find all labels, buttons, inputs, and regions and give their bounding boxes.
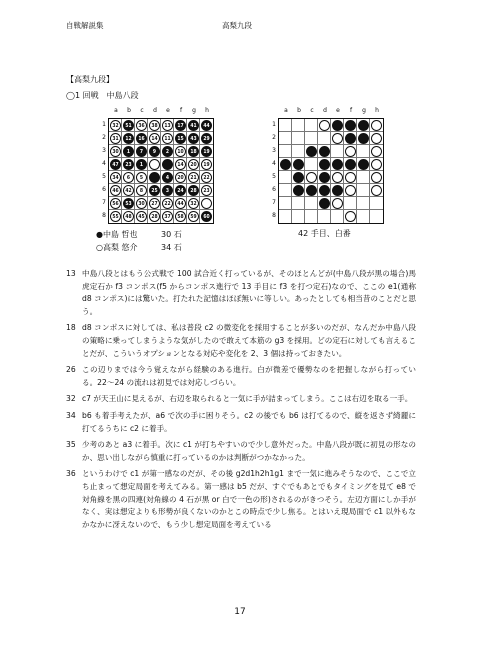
board-square: [279, 210, 292, 223]
board-square: [331, 197, 344, 210]
board-square: [187, 119, 200, 132]
file-label: d: [153, 107, 157, 114]
white-disc: [201, 198, 212, 209]
board-square: [174, 132, 187, 145]
board-square: [122, 132, 135, 145]
board-grid: [108, 118, 214, 224]
board-square: [357, 158, 370, 171]
board-square: [122, 184, 135, 197]
black-disc: 2: [162, 146, 173, 157]
white-disc: [371, 172, 382, 183]
file-label: g: [192, 107, 196, 114]
board-square: [357, 132, 370, 145]
white-disc: [371, 133, 382, 144]
running-header-left: 自戦解説集: [66, 21, 104, 30]
move-number: 26: [66, 365, 76, 375]
board-square: [292, 132, 305, 145]
board-square: [161, 145, 174, 158]
board-square: [305, 158, 318, 171]
board-square: [331, 158, 344, 171]
board-square: [292, 119, 305, 132]
white-disc: 46: [110, 185, 121, 196]
board-square: [148, 119, 161, 132]
file-label: d: [323, 107, 327, 114]
move-number: 13: [66, 269, 76, 278]
white-disc: [332, 198, 343, 209]
board-square: [148, 132, 161, 145]
rank-label: 6: [272, 186, 276, 193]
white-disc: 45: [136, 211, 147, 222]
black-disc: [319, 185, 330, 196]
white-disc: 56: [110, 198, 121, 209]
white-disc: 34: [110, 172, 121, 183]
white-disc: 38: [149, 120, 160, 131]
board-square: [187, 210, 200, 223]
board-square: [187, 171, 200, 184]
board-square: [135, 119, 148, 132]
rank-label: 8: [102, 212, 106, 219]
board-square: [370, 145, 383, 158]
comment-text: d8 コンポスに対しては、私は普段 c2 の微変化を採用することが多いのだが、なんだか中島八段の策略に乗ってしまうような気がしたので敢えて本筋の g3 を採用。どの定石に対しても言えることだが、こういうオプションとなる対応や変化を 2、3 個は持っておきたい。: [82, 323, 416, 358]
board-square: [331, 210, 344, 223]
black-disc: [319, 159, 330, 170]
rank-label: 3: [102, 147, 106, 154]
board-square: [292, 210, 305, 223]
white-disc: [149, 159, 160, 170]
black-disc: [332, 120, 343, 131]
board-square: [305, 197, 318, 210]
board-square: [357, 210, 370, 223]
file-label: a: [114, 107, 118, 114]
player-mark: ○: [96, 243, 103, 252]
board-square: [370, 184, 383, 197]
white-disc: 20: [175, 172, 186, 183]
board-square: [279, 132, 292, 145]
black-disc: 60: [201, 211, 212, 222]
black-disc: [319, 198, 330, 209]
board-square: [161, 132, 174, 145]
board-square: [135, 184, 148, 197]
rank-label: 6: [102, 186, 106, 193]
rank-label: 2: [102, 134, 106, 141]
white-disc: [306, 172, 317, 183]
file-label: c: [310, 107, 314, 114]
board-square: [370, 119, 383, 132]
board-square: [135, 210, 148, 223]
comment-text: 中島八段とはもう公式戦で 100 試合近く打っているが、そのほとんどが(中島八段が黒の場合)馬虎定石か f3 コンポス(f5 からコンポス進行で 13 手目に f3 を打つ定石)なので、ここの e1(通称 d8 コンポス)には驚いた。打たれた記憶はほぼ無いに等しい。あったとしても相当昔のことだと思う。: [82, 269, 416, 316]
white-disc: 10: [175, 146, 186, 157]
white-disc: 48: [123, 211, 134, 222]
comment-item: [66, 364, 416, 389]
black-disc: [293, 159, 304, 170]
move-number: 32: [66, 394, 76, 404]
file-label: a: [284, 107, 288, 114]
board-square: [109, 184, 122, 197]
black-disc: [293, 172, 304, 183]
move-number: 36: [66, 469, 76, 479]
board-square: [200, 184, 213, 197]
white-disc: [345, 211, 356, 222]
rank-label: 4: [272, 160, 276, 167]
board-square: [344, 197, 357, 210]
board-square: [174, 210, 187, 223]
black-disc: [358, 133, 369, 144]
black-disc: 15: [175, 133, 186, 144]
black-disc: 7: [136, 146, 147, 157]
board-square: [187, 158, 200, 171]
file-label: g: [362, 107, 366, 114]
white-disc: [345, 172, 356, 183]
board-square: [357, 171, 370, 184]
rank-label: 7: [102, 199, 106, 206]
rank-label: 1: [272, 121, 276, 128]
file-label: e: [166, 107, 170, 114]
board-square: [148, 171, 161, 184]
board-square: [370, 132, 383, 145]
board-square: [109, 145, 122, 158]
board-square: [318, 145, 331, 158]
black-disc: 18: [188, 146, 199, 157]
comment-text: c7 が天王山に見えるが、右辺を取られると一気に手が詰まってしまう。ここは右辺を取る一手。: [82, 394, 413, 404]
white-disc: 14: [149, 133, 160, 144]
white-disc: 8: [136, 185, 147, 196]
board-square: [370, 210, 383, 223]
white-disc: 55: [110, 211, 121, 222]
board-square: [292, 158, 305, 171]
board-square: [161, 210, 174, 223]
rank-label: 4: [102, 160, 106, 167]
white-disc: 27: [149, 198, 160, 209]
board-square: [318, 197, 331, 210]
board-square: [135, 171, 148, 184]
black-disc: 23: [123, 159, 134, 170]
board-square: [292, 184, 305, 197]
black-disc: 1: [123, 146, 134, 157]
board-square: [331, 171, 344, 184]
board-square: [318, 132, 331, 145]
board-square: [148, 158, 161, 171]
board-square: [305, 184, 318, 197]
board-square: [279, 171, 292, 184]
board-square: [200, 132, 213, 145]
black-disc: 19: [201, 146, 212, 157]
board-square: [122, 119, 135, 132]
board-square: [148, 145, 161, 158]
file-label: e: [336, 107, 340, 114]
comment-text: 少考のあと a3 に着手。次に c1 が打ちやすいので少し意外だった。中島八段が既に初見の形なのか、思い出しながら慎重に打っているのかは判断がつかなかった。: [82, 440, 416, 462]
board-square: [318, 158, 331, 171]
board-square: [109, 158, 122, 171]
section-title: 【高梨九段】: [66, 75, 114, 84]
board-square: [122, 145, 135, 158]
player-score: 30 石: [160, 230, 182, 239]
comment-item: [66, 410, 416, 435]
comment-item: [66, 393, 416, 406]
white-disc: 21: [188, 172, 199, 183]
black-disc: [345, 133, 356, 144]
white-disc: 5: [136, 172, 147, 183]
board-square: [161, 197, 174, 210]
board-square: [174, 197, 187, 210]
board-square: [187, 132, 200, 145]
board-square: [279, 145, 292, 158]
board-square: [318, 119, 331, 132]
black-disc: [306, 185, 317, 196]
page-number: 17: [234, 607, 246, 617]
board-square: [187, 145, 200, 158]
white-disc: [345, 146, 356, 157]
black-disc: [332, 159, 343, 170]
board-square: [200, 197, 213, 210]
board-square: [200, 210, 213, 223]
board-square: [200, 145, 213, 158]
white-disc: 32: [188, 198, 199, 209]
board-square: [122, 171, 135, 184]
game-title: ◯1 回戦 中島八段: [66, 91, 139, 100]
board-square: [109, 119, 122, 132]
black-disc: [149, 172, 160, 183]
board-square: [187, 197, 200, 210]
black-disc: [162, 159, 173, 170]
file-label: f: [349, 107, 353, 114]
board-square: [292, 197, 305, 210]
move-number: 18: [66, 323, 76, 333]
board-square: [122, 197, 135, 210]
rank-label: 8: [272, 212, 276, 219]
comment-item: [66, 468, 416, 531]
board-square: [174, 145, 187, 158]
white-disc: [371, 120, 382, 131]
player-score: 34 石: [160, 243, 182, 252]
board-square: [161, 158, 174, 171]
white-disc: 19: [201, 159, 212, 170]
black-disc: 51: [123, 120, 134, 131]
board-square: [331, 145, 344, 158]
rank-label: 5: [272, 173, 276, 180]
board-square: [305, 145, 318, 158]
white-disc: 31: [110, 133, 121, 144]
white-disc: [371, 159, 382, 170]
board-square: [344, 210, 357, 223]
board-square: [318, 210, 331, 223]
board-square: [109, 210, 122, 223]
black-disc: 17: [175, 120, 186, 131]
board-square: [344, 132, 357, 145]
rank-label: 1: [102, 121, 106, 128]
black-disc: 47: [110, 159, 121, 170]
file-label: f: [179, 107, 183, 114]
board-square: [318, 184, 331, 197]
black-disc: 12: [123, 133, 134, 144]
white-disc: [371, 185, 382, 196]
board-square: [344, 145, 357, 158]
board-square: [292, 145, 305, 158]
file-label: b: [127, 107, 131, 114]
black-disc: [358, 159, 369, 170]
board-square: [279, 184, 292, 197]
diagram-caption: 42 手目、白番: [298, 229, 351, 238]
rank-label: 7: [272, 199, 276, 206]
board-square: [344, 158, 357, 171]
black-disc: 41: [188, 120, 199, 131]
black-disc: 9: [149, 146, 160, 157]
comment-text: この辺りまでは今う覚えながら経験のある進行。白が微差で優勢なのを把握しながら打っている。22～24 の流れは初見では対応しづらい。: [82, 365, 416, 387]
white-disc: [332, 172, 343, 183]
board-square: [279, 158, 292, 171]
white-disc: [371, 146, 382, 157]
white-disc: 22: [201, 172, 212, 183]
board-square: [357, 197, 370, 210]
board-square: [370, 158, 383, 171]
board-square: [331, 119, 344, 132]
black-disc: 3: [162, 185, 173, 196]
board-square: [174, 119, 187, 132]
board-square: [370, 171, 383, 184]
board-square: [174, 184, 187, 197]
player-black: [96, 228, 182, 241]
board-grid: [278, 118, 384, 224]
board-square: [279, 119, 292, 132]
black-disc: 43: [188, 133, 199, 144]
board-square: [357, 184, 370, 197]
black-disc: [319, 172, 330, 183]
board-square: [135, 197, 148, 210]
white-disc: 30: [110, 146, 121, 157]
player-name: 中島 哲也: [102, 230, 138, 239]
rank-label: 3: [272, 147, 276, 154]
board-square: [148, 184, 161, 197]
comment-item: [66, 322, 416, 360]
white-disc: 22: [162, 198, 173, 209]
white-disc: 14: [175, 159, 186, 170]
board-square: [187, 184, 200, 197]
board-square: [109, 132, 122, 145]
player-mark: ●: [96, 230, 103, 239]
white-disc: 28: [149, 211, 160, 222]
player-name: 高梨 悠介: [102, 243, 138, 252]
white-disc: 32: [110, 120, 121, 131]
white-disc: 42: [123, 185, 134, 196]
board-square: [109, 197, 122, 210]
white-disc: 30: [136, 198, 147, 209]
white-disc: [319, 120, 330, 131]
black-disc: [280, 159, 291, 170]
player-list: [96, 228, 182, 254]
board-square: [344, 184, 357, 197]
white-disc: 6: [123, 172, 134, 183]
comment-item: [66, 439, 416, 464]
board-square: [135, 145, 148, 158]
black-disc: 4: [162, 172, 173, 183]
board-square: [344, 119, 357, 132]
board-square: [161, 171, 174, 184]
board-square: [161, 184, 174, 197]
white-disc: 58: [175, 211, 186, 222]
file-label: h: [375, 107, 379, 114]
board-square: [331, 184, 344, 197]
board-square: [161, 119, 174, 132]
black-disc: 29: [201, 133, 212, 144]
board-square: [305, 132, 318, 145]
board-square: [305, 210, 318, 223]
comment-text: というわけで c1 が第一感なのだが、その後 g2d1h2h1g1 まで一気に進みそうなので、ここで立ち止まって想定局面を考えてみる。第一感は b5 だが、すぐでもあとでもタイミングを見て e8 で対角線を黒の四連(対角線の 4 石が黒 or 白で一色の形)されるのがきつそう。左辺方面にしか手がなく、実は想定よりも形勢が良くないのかとこの時点で少し焦る。とはいえ現局面で c1 以外もなかなかに冴えないので、もう少し想定局面を考えている: [82, 469, 416, 529]
board-square: [174, 171, 187, 184]
rank-label: 2: [272, 134, 276, 141]
board-square: [200, 119, 213, 132]
black-disc: 44: [201, 120, 212, 131]
board-square: [109, 171, 122, 184]
board-square: [148, 210, 161, 223]
black-disc: [345, 120, 356, 131]
black-disc: [358, 120, 369, 131]
black-disc: [319, 146, 330, 157]
white-disc: 37: [162, 211, 173, 222]
commentary: [66, 268, 416, 535]
board-square: [357, 119, 370, 132]
file-label: c: [140, 107, 144, 114]
board-square: [122, 158, 135, 171]
black-disc: [293, 185, 304, 196]
white-disc: 20: [188, 159, 199, 170]
white-disc: 23: [201, 185, 212, 196]
black-disc: 25: [149, 185, 160, 196]
black-disc: 28: [188, 185, 199, 196]
white-disc: 59: [188, 211, 199, 222]
board-square: [305, 119, 318, 132]
comment-text: b6 も着手考えたが、a6 で次の手に困りそう。c2 の後でも b6 は打てるので、縦を返さず綺麗に打てるうちに c2 に着手。: [82, 410, 416, 433]
board-square: [357, 145, 370, 158]
white-disc: 44: [175, 198, 186, 209]
black-disc: 16: [136, 133, 147, 144]
move-number: 34: [66, 410, 76, 420]
white-disc: 11: [162, 133, 173, 144]
board-square: [292, 171, 305, 184]
running-header-right: 高梨九段: [222, 21, 252, 30]
black-disc: [306, 146, 317, 157]
white-disc: 36: [136, 120, 147, 131]
player-white: [96, 241, 182, 254]
rank-label: 5: [102, 173, 106, 180]
black-disc: 53: [123, 198, 134, 209]
board-square: [370, 197, 383, 210]
board-square: [135, 132, 148, 145]
board-square: [305, 171, 318, 184]
board-square: [174, 158, 187, 171]
black-disc: 24: [175, 185, 186, 196]
board-square: [148, 197, 161, 210]
board-square: [122, 210, 135, 223]
file-label: h: [205, 107, 209, 114]
comment-item: [66, 268, 416, 318]
black-disc: 1: [136, 159, 147, 170]
board-square: [279, 197, 292, 210]
board-square: [318, 171, 331, 184]
black-disc: [345, 159, 356, 170]
white-disc: [332, 133, 343, 144]
board-square: [200, 158, 213, 171]
white-disc: 13: [162, 120, 173, 131]
black-disc: [332, 185, 343, 196]
move-number: 35: [66, 440, 76, 450]
board-square: [331, 132, 344, 145]
board-square: [200, 171, 213, 184]
board-square: [135, 158, 148, 171]
file-label: b: [297, 107, 301, 114]
board-square: [344, 171, 357, 184]
white-disc: [345, 185, 356, 196]
